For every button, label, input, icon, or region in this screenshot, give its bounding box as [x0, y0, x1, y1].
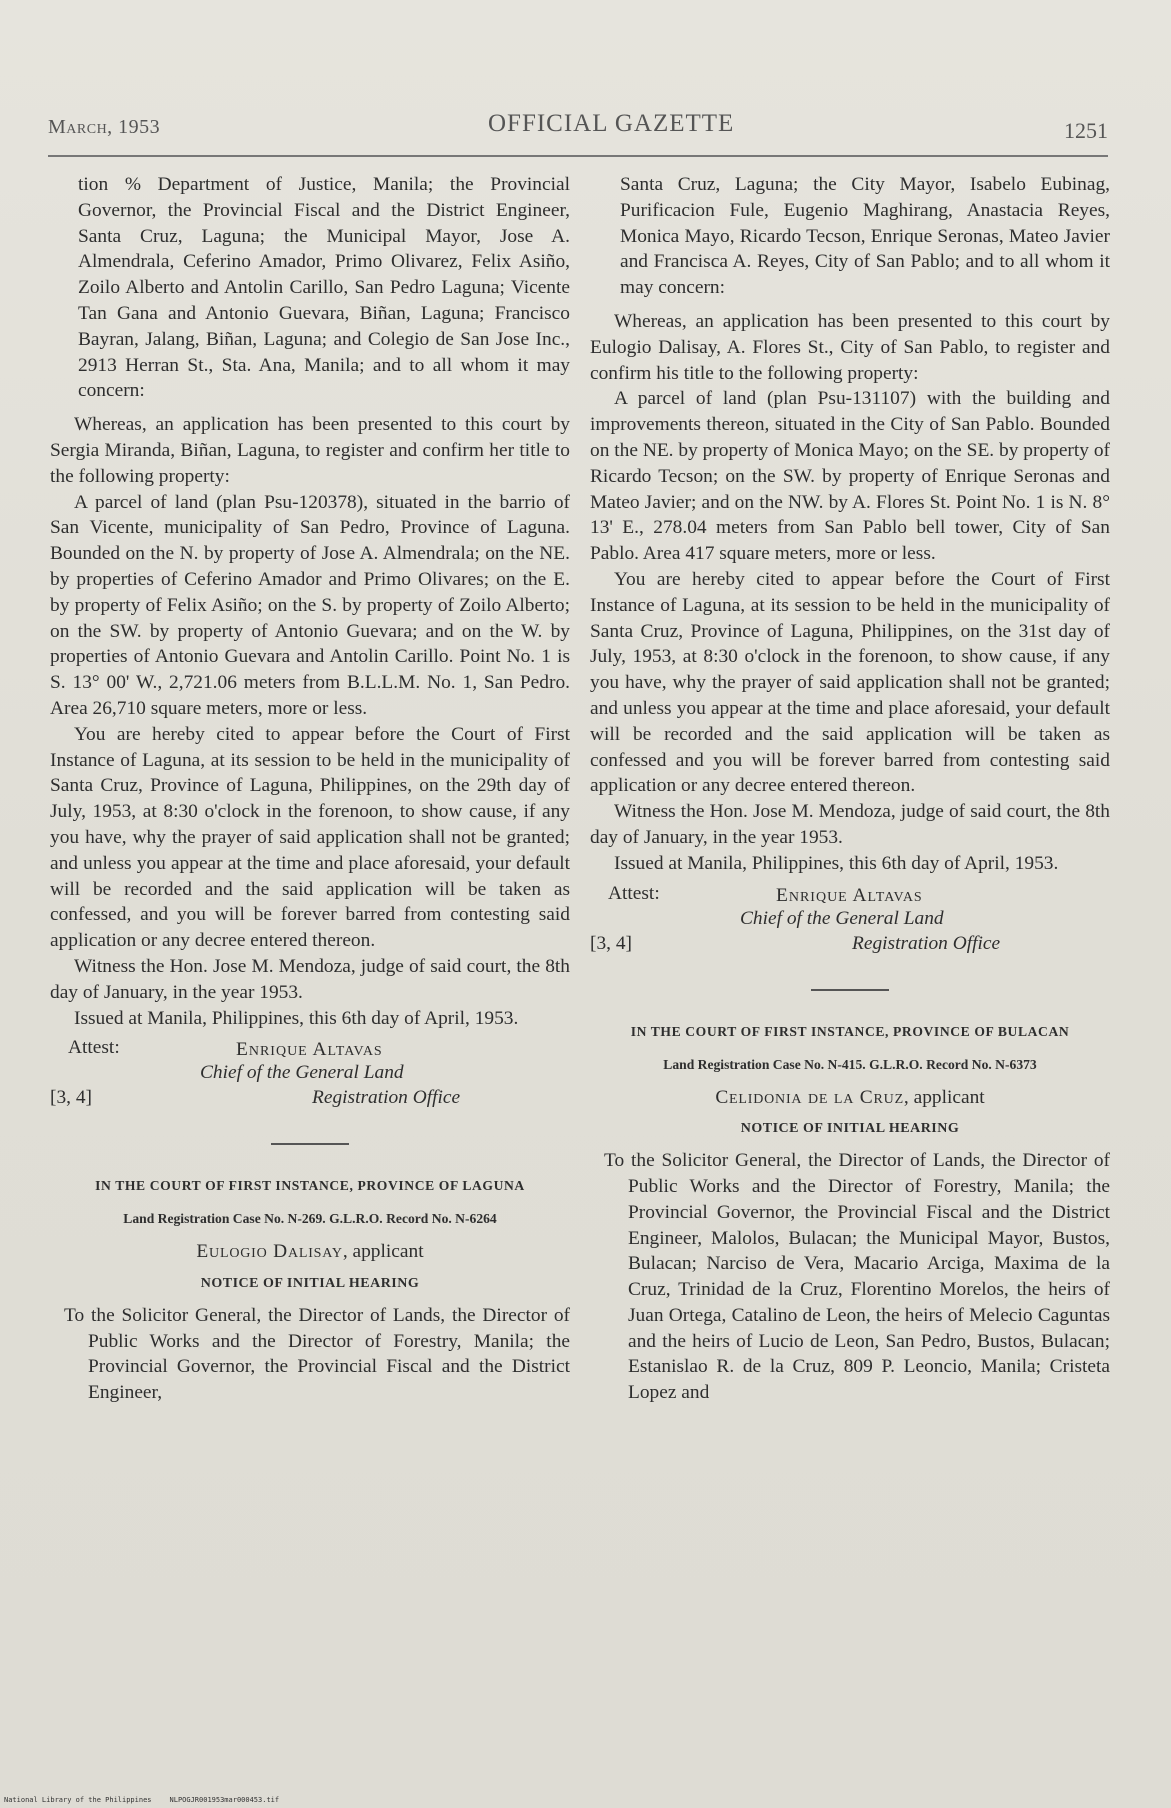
left-witness-paragraph: Witness the Hon. Jose M. Mendoza, judge of said court, the 8th day of January, in the year 1953. [50, 955, 570, 1003]
right-column [590, 172, 1110, 1406]
attest-label: Attest: [608, 882, 660, 904]
left-intro-paragraph: tion % Department of Justice, Manila; the Provincial Governor, the Provincial Fiscal and the District Engineer, Santa Cruz, Laguna; the Municipal Mayor, Jose A. Almendrala, Ceferino Amador, Primo Olivarez, Felix Asiño, Zoilo Alberto and Antolin Carillo, San Pedro Laguna; Vicente Tan Gana and Antonio Guevara, Biñan, Laguna; Francisco Bayran, Jalang, Biñan, Laguna; and Colegio de San Jose Inc., 2913 Herran St., Sta. Ana, Manila; and to all whom it may concern: [78, 174, 570, 402]
applicant-suffix: , applicant [903, 1086, 985, 1108]
left-cited-paragraph: You are hereby cited to appear before the Court of First Instance of Laguna, at its session to be held in the municipality of Santa Cruz, Province of Laguna, Philippines, on the 29th day of July, 1953, at 8:30 o'clock in the forenoon, to show cause, if any you have, why the prayer of said application shall not be granted; and unless you appear at the time and place aforesaid, your default will be recorded and the said application will be taken as confessed, and you will be forever barred from contesting said application or any decree entered thereon. [50, 723, 570, 952]
right-issued-paragraph: Issued at Manila, Philippines, this 6th day of April, 1953. [614, 852, 1059, 874]
header-title: OFFICIAL GAZETTE [488, 110, 735, 137]
notice-heading: NOTICE OF INITIAL HEARING [740, 1121, 960, 1137]
section-separator [271, 1143, 349, 1145]
attest-name: Enrique Altavas [236, 1039, 383, 1061]
left-issued-paragraph: Issued at Manila, Philippines, this 6th day of April, 1953. [74, 1007, 519, 1029]
right-witness-paragraph: Witness the Hon. Jose M. Mendoza, judge of said court, the 8th day of January, in the year 1953. [590, 801, 1110, 848]
left-attest-block [50, 1035, 570, 1113]
footer-library: National Library of the Philippines [4, 1796, 152, 1804]
attest-office: Registration Office [852, 932, 1001, 954]
header-date: March, 1953 [48, 116, 161, 138]
left-addressee-paragraph: To the Solicitor General, the Director of Lands, the Director of Public Works and the Director of Forestry, Manila; the Provincial Governor, the Provincial Fiscal and the District Engineer, [64, 1304, 570, 1404]
reference-number: [3, 4] [50, 1087, 93, 1109]
left-parcel-paragraph: A parcel of land (plan Psu-120378), situated in the barrio of San Vicente, municipality of San Pedro, Province of Laguna. Bounded on the N. by property of Jose A. Almendrala; on the NE. by properties of Ceferino Amador and Primo Olivares; on the E. by property of Felix Asiño; on the S. by property of Zoilo Alberto; on the SW. by property of Antonio Guevara; and on the W. by properties of Antonio Guevara and Antolin Carillo. Point No. 1 is S. 13° 00' W., 2,721.06 meters from B.L.L.M. No. 1, San Pedro. Area 26,710 square meters, more or less. [50, 491, 570, 719]
attest-title: Chief of the General Land [740, 907, 944, 929]
page-number: 1251 [1064, 118, 1108, 143]
left-column [50, 172, 570, 1406]
court-heading: IN THE COURT OF FIRST INSTANCE, PROVINCE OF LAGUNA [95, 1178, 525, 1194]
right-addressee-paragraph: To the Solicitor General, the Director of Lands, the Director of Public Works and the Director of Forestry, Manila; the Provincial Governor, the Provincial Fiscal and the District Engineer, Malolos, Bulacan; the Municipal Mayor, Bustos, Bulacan; Narciso de Vera, Macario Arciga, Maxima de la Cruz, Trinidad de la Cruz, Florentino Morelos, the heirs of Juan Ortega, Catalino de Leon, the heirs of Melecio Caguntas and the heirs of Lucio de Leon, San Pedro, Bustos, Bulacan; Estanislao R. de la Cruz, 809 P. Leoncio, Manila; Cristeta Lopez and [604, 1150, 1110, 1404]
right-parcel-paragraph: A parcel of land (plan Psu-131107) with the building and improvements thereon, situated in the City of San Pablo. Bounded on the NE. by property of Monica Mayo; on the SE. by property of Ricardo Tecson; on the SW. by property of Enrique Seronas and Mateo Javier; and on the NW. by A. Flores St. Point No. 1 is N. 8° 13' E., 278.04 meters from San Pablo bell tower, City of San Pablo. Area 417 square meters, more or less. [590, 388, 1110, 565]
section-separator [811, 989, 889, 991]
applicant-name: Celidonia de la Cruz [715, 1086, 904, 1108]
scan-footer [4, 1796, 279, 1804]
page-header [48, 110, 1108, 144]
reference-number: [3, 4] [590, 932, 633, 954]
attest-label: Attest: [68, 1037, 120, 1059]
attest-title: Chief of the General Land [200, 1062, 404, 1084]
applicant-name: Eulogio Dalisay [196, 1241, 343, 1263]
case-line: Land Registration Case No. N-269. G.L.R.O. Record No. N-6264 [123, 1211, 497, 1227]
attest-name: Enrique Altavas [776, 884, 923, 906]
case-line: Land Registration Case No. N-415. G.L.R.O. Record No. N-6373 [663, 1056, 1037, 1072]
notice-heading: NOTICE OF INITIAL HEARING [200, 1276, 420, 1292]
right-cited-paragraph: You are hereby cited to appear before the Court of First Instance of Laguna, at its session to be held in the municipality of Santa Cruz, Province of Laguna, Philippines, on the 31st day of July, 1953, at 8:30 o'clock in the forenoon, to show cause, if any you have, why the prayer of said application shall not be granted; and unless you appear at the time and place aforesaid, your default will be recorded and the said application will be taken as confessed and you will be forever barred from contesting said application or any decree entered thereon. [590, 568, 1110, 797]
right-whereas-paragraph: Whereas, an application has been presented to this court by Eulogio Dalisay, A. Flores St., City of San Pablo, to register and confirm his title to the following property: [590, 310, 1110, 384]
applicant-line [590, 1085, 1110, 1111]
applicant-suffix: , applicant [342, 1241, 424, 1263]
applicant-line [50, 1239, 570, 1265]
footer-file: NLPOGJR001953mar000453.tif [169, 1796, 280, 1804]
header-rule [48, 155, 1108, 157]
court-heading: IN THE COURT OF FIRST INSTANCE, PROVINCE OF BULACAN [630, 1023, 1070, 1039]
left-whereas-paragraph: Whereas, an application has been presented to this court by Sergia Miranda, Biñan, Laguna, to register and confirm her title to the following property: [50, 414, 570, 487]
right-attest-block [590, 881, 1110, 959]
attest-office: Registration Office [312, 1087, 461, 1109]
right-intro-paragraph: Santa Cruz, Laguna; the City Mayor, Isabelo Eubinag, Purificacion Fule, Eugenio Maghirang, Anastacia Reyes, Monica Mayo, Ricardo Tecson, Enrique Seronas, Mateo Javier and Francisca A. Reyes, City of San Pablo; and to all whom it may concern: [620, 174, 1110, 299]
